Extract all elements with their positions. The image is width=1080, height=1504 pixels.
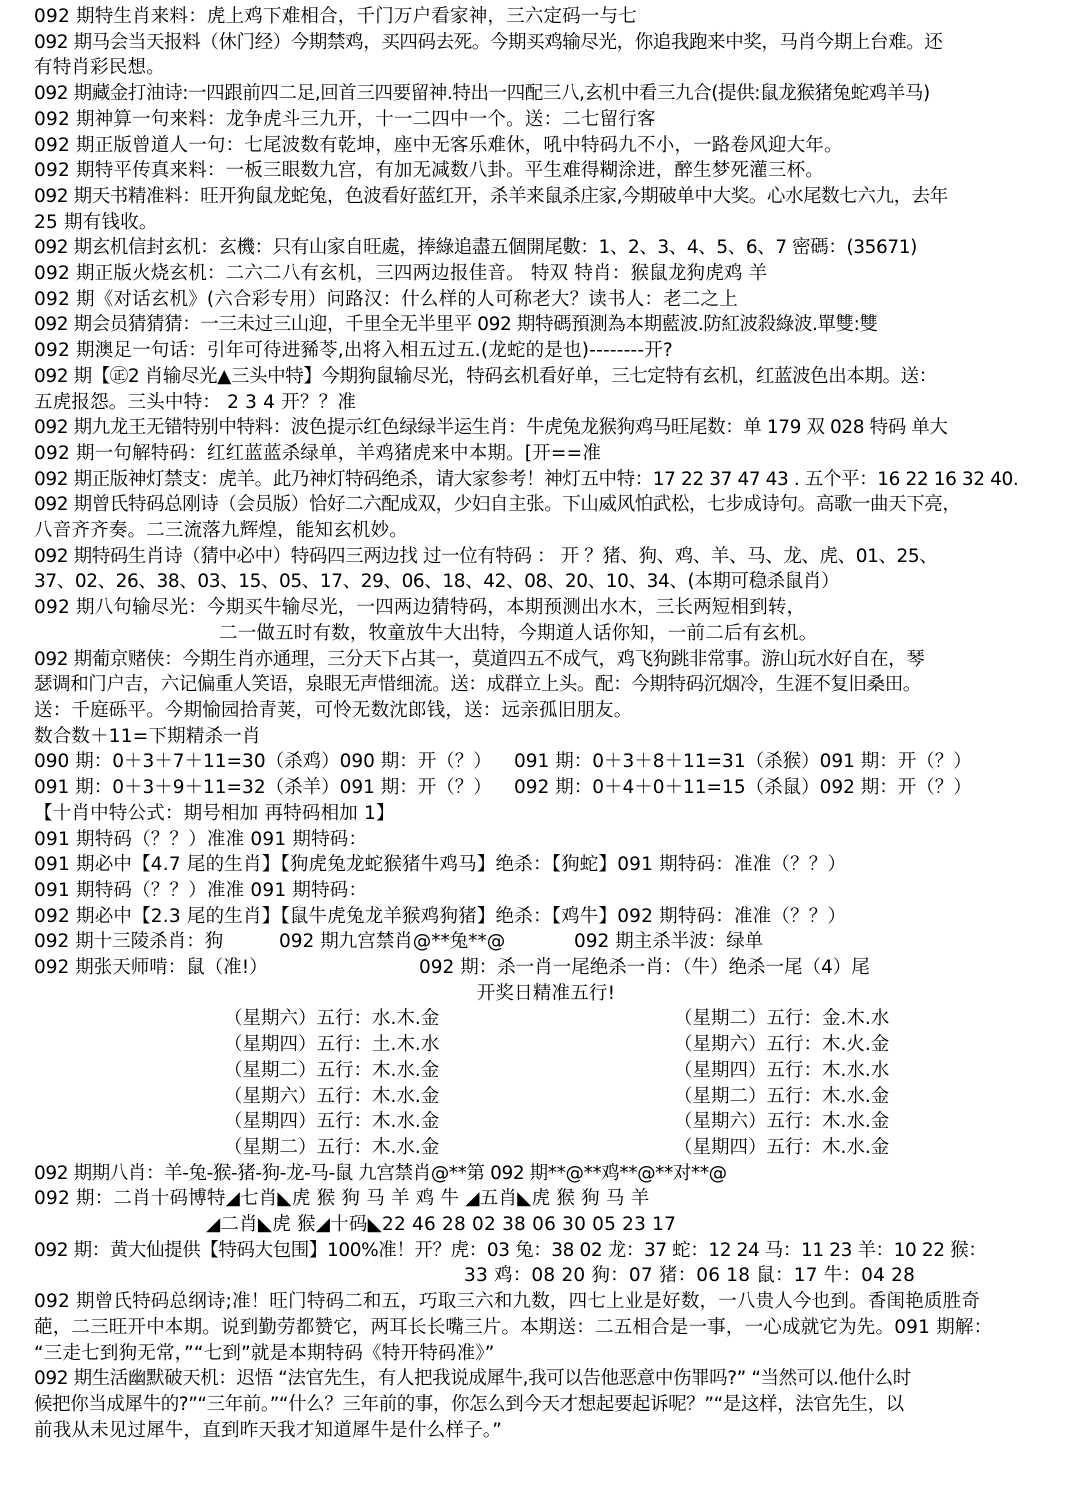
formula-line: 091 期特码（？？）准准 091 期特码： (34, 828, 368, 850)
wuxing-row (34, 1032, 1058, 1058)
text-line: 092 期一句解特码：红红蓝蓝杀绿单，羊鸡猪虎来中本期。[开==准 (34, 442, 602, 464)
wuxing-left: （星期二）五行：木.水.金 (224, 1136, 440, 1158)
text-line: 092 期正版曾道人一句：七尾波数有乾坤，座中无客乐难休，吼中特码九不小，一路卷风迎大年。 (34, 134, 843, 156)
sum-right: 092 期：0＋4＋0＋11=15（杀鼠）092 期：开（？） (514, 777, 972, 799)
text-line: 送：千庭砾平。今期愉园拾青荚，可怜无数沈郎钱，送：远亲孤旧朋友。 (34, 699, 633, 721)
text-line: 092 期【㊣2 肖输尽光▲三头中特】今期狗鼠输尽光，特码玄机看好单，三七定特有玄机，红蓝波色出本期。送： (34, 365, 937, 387)
tail-line: 33 鸡：08 20 狗：07 猪：06 18 鼠：17 牛：04 28 (464, 1265, 916, 1287)
text-line: 37、02、26、38、03、15、05、17、29、06、18、42、08、20、10、34、(本期可稳杀鼠肖） (34, 571, 840, 593)
formula-line: 091 期必中【4.7 尾的生肖】【狗虎兔龙蛇猴猪牛鸡马】绝杀：【狗蛇】091 期特码：准准（？？） (34, 854, 847, 876)
wuxing-left: （星期六）五行：水.木.金 (224, 1008, 440, 1030)
main-kill-wave: 092 期主杀半波：绿单 (574, 931, 764, 953)
text-line: 092 期会员猜猜猜：一三未过三山迎，千里全无半里平 092 期特碼預測為本期藍波.防紅波殺綠波.單雙:雙 (34, 314, 878, 336)
text-line: 八音齐齐奏。二三流落九辉煌，能知玄机妙。 (34, 520, 409, 542)
wuxing-left: （星期四）五行：木.水.金 (224, 1111, 440, 1133)
wuxing-row (34, 1135, 1058, 1161)
wuxing-right: （星期六）五行：木.火.金 (674, 1034, 890, 1056)
text-line: 092 期八句输尽光：今期买牛输尽光，一四两边猜特码，本期预测出水木，三长两短相到转， (34, 597, 806, 619)
text-line: 092 期九龙王无错特别中特料：波色提示红色绿绿半运生肖：牛虎兔龙猴狗鸡马旺尾数：单 179 双 028 特码 单大 (34, 417, 948, 439)
nine-palace: 092 期九宫禁肖@**兔**@ (279, 931, 506, 953)
wuxing-left: （星期四）五行：土.木.水 (224, 1034, 440, 1056)
tail-line: 前我从未见过犀牛，直到昨天我才知道犀牛是什么样子。” (34, 1419, 503, 1441)
tail-line: ◢二肖◣虎 猴◢十码◣22 46 28 02 38 06 30 05 23 17 (206, 1214, 677, 1236)
wuxing-row (34, 1058, 1058, 1084)
sum-row (34, 749, 1058, 775)
formula-title: 【十肖中特公式：期号相加 再特码相加 1】 (34, 802, 395, 824)
text-line: 五虎报怨。三头中特： 2 3 4 开？？准 (34, 391, 357, 413)
text-lines (34, 4, 1058, 749)
formula-line: 092 期必中【2.3 尾的生肖】【鼠牛虎兔龙羊猴鸡狗猪】绝杀：【鸡牛】092 期特码：准准（？？） (34, 905, 847, 927)
text-line: 092 期马会当天报料（休门经）今期禁鸡，买四码去死。今期买鸡输尽光，你追我跑来中奖，马肖今期上台难。还 (34, 31, 943, 53)
text-line: 092 期特生肖来料：虎上鸡下难相合，千门万户看家神，三六定码一与七 (34, 6, 637, 27)
text-line: 092 期天书精准料：旺开狗鼠龙蛇兔，色波看好蓝红开，杀羊来鼠杀庄家,今期破单中大奖。心水尾数七六九，去年 (34, 185, 948, 207)
tail-line: 092 期期八肖：羊-兔-猴-猪-狗-龙-马-鼠 九宫禁肖@**第 092 期**@**鸡**@**对**@ (34, 1162, 727, 1184)
tail-line: “三走七到狗无常，”“七到”就是本期特码《特开特码准》” (34, 1342, 495, 1364)
wuxing-right: （星期四）五行：木.水.水 (674, 1059, 890, 1081)
kill-zodiac: 092 期十三陵杀肖：狗 (34, 931, 224, 953)
sum-left: 090 期：0＋3＋7＋11=30（杀鸡）090 期：开（？） (34, 751, 492, 773)
tail-line: 092 期曾氏特码总纲诗;准！旺门特码二和五，巧取三六和九数，四七上业是好数，一八贵人今也到。香闺艳质胜奇 (34, 1291, 981, 1313)
wuxing-left: （星期六）五行：木.水.金 (224, 1085, 440, 1107)
text-line: 25 期有钱收。 (34, 211, 158, 233)
wuxing-right: （星期四）五行：木.水.金 (674, 1136, 890, 1158)
wuxing-right: （星期六）五行：木.水.金 (674, 1111, 890, 1133)
wuxing-right: （星期二）五行：木.水.金 (674, 1085, 890, 1107)
text-line: 092 期特平传真来料：一板三眼数九宫，有加无减数八卦。平生难得糊涂进，醉生梦死灌三杯。 (34, 160, 824, 182)
text-line: 数合数＋11=下期精杀一肖 (34, 725, 261, 747)
text-line: 092 期神算一句来料：龙争虎斗三九开，十一二四中一个。送：二七留行客 (34, 108, 656, 130)
tail-line: 葩，二三旺开中本期。说到勤劳都赞它，两耳长长嘴三片。本期送：二五相合是一事，一心成就它为先。091 期解： (34, 1316, 993, 1338)
wuxing-row (34, 1084, 1058, 1110)
sum-row (34, 775, 1058, 801)
text-line: 092 期葡京赌侠：今期生肖亦通理，三分天下占其一，莫道四五不成气，鸡飞狗跳非常事。游山玩水好自在，琴 (34, 648, 925, 670)
wuxing-row (34, 1006, 1058, 1032)
text-line: 有特肖彩民想。 (34, 57, 165, 79)
shisanling-row (34, 929, 1058, 955)
tail-line: 092 期生活幽默破天机：迟悟 “法官先生，有人把我说成犀牛,我可以告他恶意中伤罪吗?” “当然可以.他什么时 (34, 1368, 911, 1390)
zhang-row (34, 955, 1058, 981)
text-line: 瑟调和门户吉，六记偏重人笑语，泉眼无声惜细流。送：成群立上头。配：今期特码沉烟冷，生涯不复旧桑田。 (34, 674, 921, 696)
sum-left: 091 期：0＋3＋9＋11=32（杀羊）091 期：开（？） (34, 777, 492, 799)
wuxing-left: （星期二）五行：木.水.金 (224, 1059, 440, 1081)
sum-right: 091 期：0＋3＋8＋11=31（杀猴）091 期：开（？） (514, 751, 972, 773)
tail-line: 092 期：黄大仙提供【特码大包围】100%准！开？虎：03 兔：38 02 龙：37 蛇：12 24 马：11 23 羊：10 22 猴： (34, 1239, 987, 1261)
tail-line: 候把你当成犀牛的?”“三年前。”“什么？三年前的事，你怎么到今天才想起要起诉呢？”“是这样，法官先生，以 (34, 1393, 904, 1415)
tail-line: 092 期：二肖十码博特◢七肖◣虎 猴 狗 马 羊 鸡 牛 ◢五肖◣虎 猴 狗 马 羊 (34, 1188, 650, 1210)
text-line: 092 期曾氏特码总刚诗（会员版）恰好二六配成双，少妇自主张。下山威风怕武松，七步成诗句。高歌一曲天下亮， (34, 494, 961, 516)
text-line: 092 期特码生肖诗（猜中必中）特码四三两边找 过一位有特码 ： 开 ？猪、狗、鸡、羊、马、龙、虎、01、25、 (34, 545, 938, 567)
wuxing-table (34, 1006, 1058, 1160)
text-line: 092 期正版神灯禁支：虎羊。此乃神灯特码绝杀，请大家参考！神灯五中特：17 22 37 47 43 . 五个平：16 22 16 32 40. (34, 468, 1019, 490)
wuxing-title: 开奖日精准五行! (476, 982, 616, 1004)
wuxing-row (34, 1109, 1058, 1135)
text-line: 092 期《对话玄机》(六合彩专用）问路汉：什么样的人可称老大？读书人：老二之上 (34, 288, 738, 310)
text-line: 092 期藏金打油诗:一四跟前四二足,回首三四要留神.特出一四配三八,玄机中看三九合(提供:鼠龙猴猪兔蛇鸡羊马) (34, 83, 930, 105)
text-line: 092 期玄机信封玄机：玄機：只有山家自旺處，捧綠追盡五個開尾數：1、2、3、4、5、6、7 密碼：(35671) (34, 237, 917, 259)
text-line: 092 期澳足一句话：引年可待进豨苓,出将入相五过五.(龙蛇的是也)--------开? (34, 340, 673, 362)
wuxing-right: （星期二）五行：金.木.水 (674, 1008, 890, 1030)
formula-line: 091 期特码（？？）准准 091 期特码： (34, 879, 368, 901)
text-line: 092 期正版火烧玄机：二六二八有玄机，三四两边报佳音。 特双 特肖：猴鼠龙狗虎鸡 羊 (34, 263, 768, 285)
kill-one-tail: 092 期：杀一肖一尾绝杀一肖：（牛）绝杀一尾（4）尾 (419, 957, 870, 979)
zhang-tianshi: 092 期张天师啃：鼠（准!） (34, 957, 268, 979)
text-line: 二一做五时有数，牧童放牛大出特，今期道人话你知，一前二后有玄机。 (219, 622, 818, 644)
